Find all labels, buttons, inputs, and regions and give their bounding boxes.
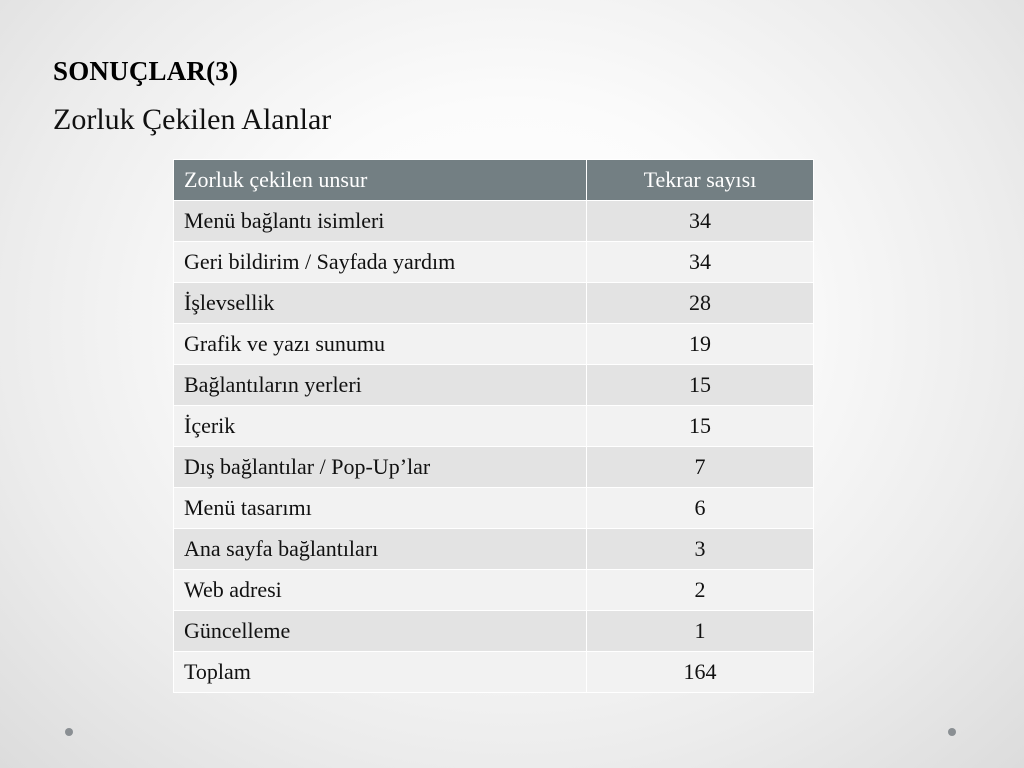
row-count: 3 xyxy=(587,529,814,570)
table-row-total xyxy=(174,652,814,693)
table-row xyxy=(174,447,814,488)
row-item: İçerik xyxy=(174,406,587,447)
column-header-count: Tekrar sayısı xyxy=(587,160,814,201)
row-item: Bağlantıların yerleri xyxy=(174,365,587,406)
slide-title: SONUÇLAR(3) xyxy=(53,56,239,86)
row-item: Ana sayfa bağlantıları xyxy=(174,529,587,570)
row-count: 34 xyxy=(587,242,814,283)
table-row xyxy=(174,611,814,652)
row-count: 6 xyxy=(587,488,814,529)
row-count: 34 xyxy=(587,201,814,242)
table-row xyxy=(174,324,814,365)
row-count: 164 xyxy=(587,652,814,693)
row-count: 15 xyxy=(587,365,814,406)
row-item: Menü bağlantı isimleri xyxy=(174,201,587,242)
table-row xyxy=(174,201,814,242)
column-header-item: Zorluk çekilen unsur xyxy=(174,160,587,201)
row-item: Web adresi xyxy=(174,570,587,611)
slide-subtitle: Zorluk Çekilen Alanlar xyxy=(53,103,332,136)
row-item: Toplam xyxy=(174,652,587,693)
table-row xyxy=(174,242,814,283)
row-item: Menü tasarımı xyxy=(174,488,587,529)
decorative-dot-right xyxy=(948,728,956,736)
results-table xyxy=(173,159,814,693)
table-row xyxy=(174,365,814,406)
table-row xyxy=(174,529,814,570)
table-row xyxy=(174,406,814,447)
row-count: 19 xyxy=(587,324,814,365)
row-count: 15 xyxy=(587,406,814,447)
table-row xyxy=(174,570,814,611)
row-count: 7 xyxy=(587,447,814,488)
table-row xyxy=(174,283,814,324)
table-header-row xyxy=(174,160,814,201)
row-item: Güncelleme xyxy=(174,611,587,652)
row-count: 28 xyxy=(587,283,814,324)
row-item: İşlevsellik xyxy=(174,283,587,324)
row-item: Dış bağlantılar / Pop-Up’lar xyxy=(174,447,587,488)
row-count: 1 xyxy=(587,611,814,652)
row-item: Geri bildirim / Sayfada yardım xyxy=(174,242,587,283)
row-item: Grafik ve yazı sunumu xyxy=(174,324,587,365)
table-row xyxy=(174,488,814,529)
row-count: 2 xyxy=(587,570,814,611)
decorative-dot-left xyxy=(65,728,73,736)
